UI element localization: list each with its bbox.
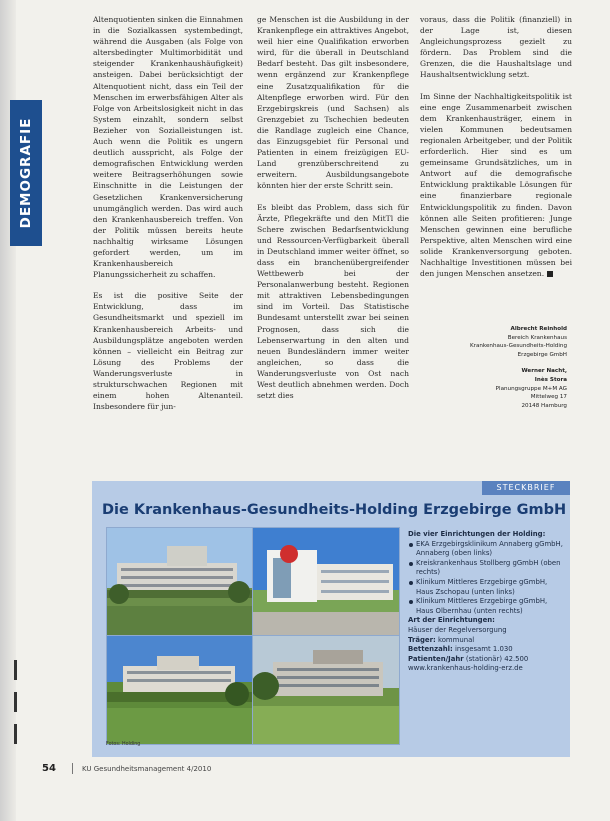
profile-box-title: Die Krankenhaus-Gesundheits-Holding Erzgebirge GmbH xyxy=(102,502,567,518)
facilities-list xyxy=(408,540,566,617)
author-box xyxy=(420,325,567,418)
carrier-heading: Träger: xyxy=(408,635,436,644)
patients-heading: Patienten/Jahr xyxy=(408,654,464,663)
section-tab xyxy=(10,100,42,246)
type-heading: Art der Einrichtungen: xyxy=(408,616,495,625)
list-item: Klinikum Mittleres Erzgebirge gGmbH, Haus Zschopau (unten links) xyxy=(408,578,566,597)
author-name: Werner Nacht, xyxy=(521,368,567,375)
paragraph: voraus, dass die Politik (finanziell) in der Lage ist, diesen Angleichungsprozess gezielt zu fördern. Das Problem sind die Grenzen, die die Haushaltslage und Haushaltsentwicklung setzt. xyxy=(420,15,572,80)
hospital-photo-zschopau xyxy=(106,635,254,745)
carrier-row xyxy=(408,636,566,646)
beds-heading: Bettenzahl: xyxy=(408,645,453,654)
photo-credit: Fotos: Holding xyxy=(106,742,141,747)
section-tab-label: DEMOGRAFIE xyxy=(18,117,34,229)
beds-value: insgesamt 1.030 xyxy=(454,645,513,654)
margin-marks xyxy=(14,660,17,770)
author-line: Planungsgruppe M+M AG xyxy=(495,385,567,392)
margin-mark xyxy=(14,724,17,744)
facilities-heading: Die vier Einrichtungen der Holding: xyxy=(408,530,546,538)
hospital-photo-olbernhau xyxy=(252,635,400,745)
patients-row xyxy=(408,655,566,665)
carrier-value: kommunal xyxy=(437,635,475,644)
profile-box xyxy=(92,481,570,757)
author-line: Bereich Krankenhaus xyxy=(507,334,567,341)
author-block xyxy=(420,367,567,410)
paragraph: Es bleibt das Problem, dass sich für Ärzte, Pflegekräfte und den MitTl die Schere zwischen Bedarfsentwicklung und Ressourcen-Verfügbarkeit überall in Deutschland immer weiter öffnet, so dass ein branchenübergreifender Wettbewerb bei der Personalanwerbung besteht. Regionen mit attraktiven Lebensbedingungen sind im Vorteil. Das Statistische Bundesamt unterstellt zwar bei seinen Prognosen, dass sich die Lebenserwartung in den alten und neuen Bundesländern immer weiter angleichen, so dass die Wanderungsverluste von Ost nach West deutlich abnehmen werden. Doch setzt dies xyxy=(257,202,409,401)
article-end-mark-icon xyxy=(547,271,553,277)
page-footer xyxy=(42,763,522,777)
author-line: Mittelweg 17 xyxy=(530,394,567,401)
page-number: 54 xyxy=(42,763,56,774)
type-value: Häuser der Regelversorgung xyxy=(408,625,507,634)
list-item: Kreiskrankenhaus Stollberg gGmbH (oben rechts) xyxy=(408,559,566,578)
website-link[interactable]: www.krankenhaus-holding-erz.de xyxy=(408,664,523,673)
author-line: Erzgebirge GmbH xyxy=(517,351,567,358)
patients-value: (stationär) 42.500 xyxy=(465,654,529,663)
article-column-1 xyxy=(93,14,243,422)
margin-mark xyxy=(14,692,17,712)
author-block xyxy=(420,325,567,359)
paragraph: Es ist die positive Seite der Entwicklung, dass im Gesundheitsmarkt und speziell im Krankenhausbereich Arbeits- und Ausbildungsplätze angeboten werden können – vielleicht ein Beitrag zur Lösung des Problems der Wanderungsverluste in strukturschwachen Regionen mit einem hohen Altenanteil. Insbesondere für jun- xyxy=(93,291,243,412)
hospital-photo-annaberg xyxy=(106,527,254,637)
article-column-2 xyxy=(257,14,409,411)
author-line: 20148 Hamburg xyxy=(521,402,567,409)
list-item: Klinikum Mittleres Erzgebirge gGmbH, Haus Olbernhau (unten rechts) xyxy=(408,597,566,616)
paragraph: Altenquotienten sinken die Einnahmen in die Sozialkassen systembedingt, während die Ausgaben (als Folge von altersbedingter Multimorbidität und steigender Krankenhaushäufigkeit) ansteigen. Dabei berücksichtigt der Altenquotient nicht, dass ein Teil der Menschen im erwerbsfähigen Alter als Folge von Arbeitslosigkeit nicht in das System einzahlt, sondern selbst Bezieher von Sozialleistungen ist. Auch wenn die Politik es ungern deutlich ausspricht, als Folge der demografischen Entwicklung werden weitere Beitragserhöhungen sowie Einschnitte in die Leistungen der Gesetzlichen Krankenversicherung unumgänglich werden. Das wird auch den Krankenhausbereich treffen. Von der Politik müssen bereits heute nachhaltig wirksame Lösungen gefordert werden, um im Krankenhausbereich Planungssicherheit zu schaffen. xyxy=(93,15,243,280)
margin-mark xyxy=(14,660,17,680)
paragraph-text: Im Sinne der Nachhaltigkeitspolitik ist eine enge Zusammenarbeit zwischen dem Krankenhausträger, einem in vielen Kommunen bedeutsamen regionalen Arbeitgeber, und der Politik erforderlich. Hier sind es um gemeinsame Grundsätzliches, um in Antwort auf die demografische Entwicklung praktikable Lösungen für eine finanzierbare regionale Entwicklungspolitik zu finden. Davon können alle Seiten profitieren: Junge Menschen gewinnen eine berufliche Perspektive, alten Menschen wird eine solide Krankenversorgung geboten. Nachhaltige Investitionen müssen bei den jungen Menschen ansetzen. xyxy=(420,91,572,279)
hospital-photo-stollberg xyxy=(252,527,400,637)
author-line: Krankenhaus-Gesundheits-Holding xyxy=(469,343,567,350)
author-line: Inès Stora xyxy=(534,376,567,383)
hospital-photo-collage xyxy=(106,527,398,743)
list-item: EKA Erzgebirgsklinikum Annaberg gGmbH, Annaberg (oben links) xyxy=(408,540,566,559)
footer-divider xyxy=(72,763,73,774)
profile-facts xyxy=(408,530,566,674)
paragraph: ge Menschen ist die Ausbildung in der Krankenpflege ein attraktives Angebot, weil hier eine Qualifikation erworben wird, für die überall in Deutschland Bedarf besteht. Das gilt insbesondere, wenn ergänzend zur Krankenpflege eine Zusatzqualifikation für die Altenpflege erworben wird. Für den Erzgebirgskreis (und Sachsen) als Grenzgebiet zu Tschechien bedeuten die Randlage zugleich eine Chance, das Einzugsgebiet für Personal und Patienten in einem freizügigen EU-Land grenzüberschreitend zu erweitern. Ausbildungsangebote könnten hier der erste Schritt sein. xyxy=(257,15,409,191)
magazine-name: KU Gesundheitsmanagement 4/2010 xyxy=(82,765,212,773)
profile-box-label: STECKBRIEF xyxy=(482,481,570,495)
paragraph xyxy=(420,91,572,280)
beds-row xyxy=(408,645,566,655)
author-name: Albrecht Reinhold xyxy=(510,326,567,332)
article-column-3 xyxy=(420,14,572,289)
